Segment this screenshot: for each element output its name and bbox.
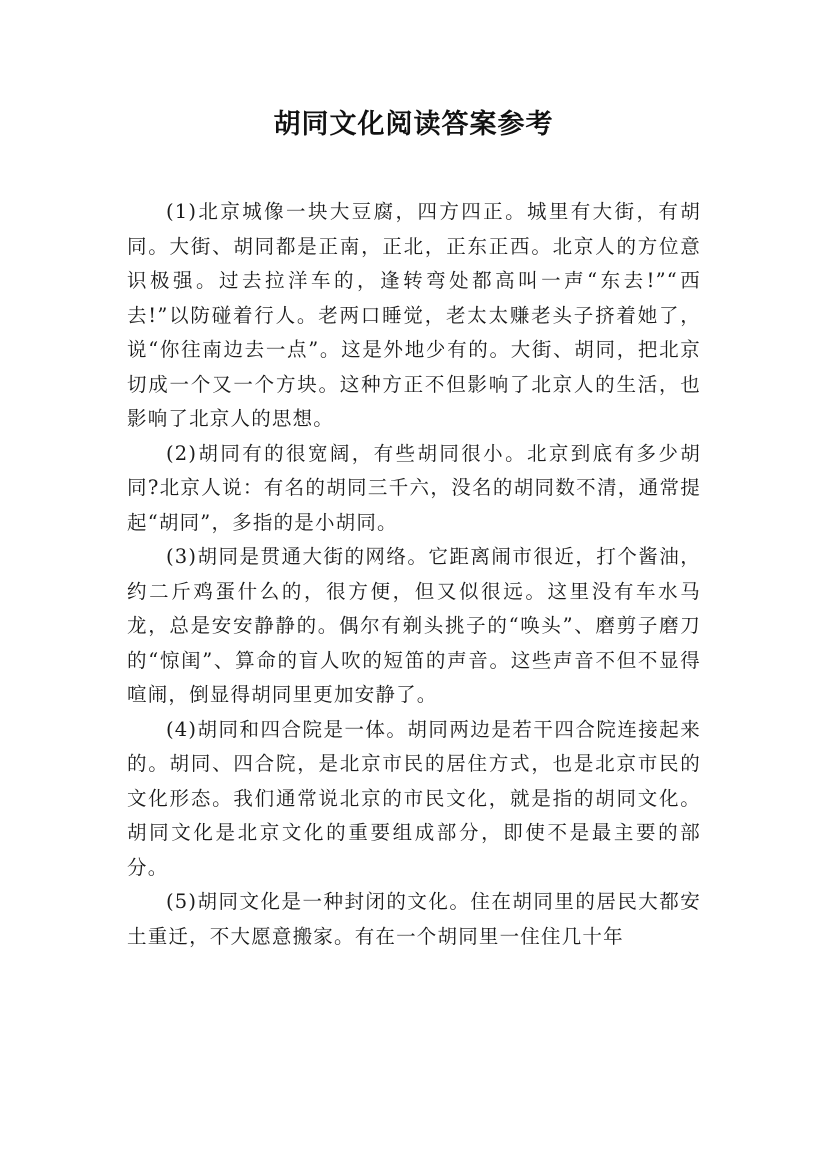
document-body [127, 195, 701, 954]
document-title: 胡同文化阅读答案参考 [273, 109, 554, 140]
paragraph-1: (1)北京城像一块大豆腐，四方四正。城里有大街，有胡同。大街、胡同都是正南，正北，正东正西。北京人的方位意识极强。过去拉洋车的，逢转弯处都高叫一声“东去!”“西去!”以防碰着行人。老两口睡觉，老太太赚老头子挤着她了，说“你往南边去一点”。这是外地少有的。大街、胡同，把北京切成一个又一个方块。这种方正不但影响了北京人的生活，也影响了北京人的思想。 [127, 200, 701, 430]
paragraph-3: (3)胡同是贯通大街的网络。它距离闹市很近，打个酱油，约二斤鸡蛋什么的，很方便，但又似很远。这里没有车水马龙，总是安安静静的。偶尔有剃头挑子的“唤头”、磨剪子磨刀的“惊闺”、算命的盲人吹的短笛的声音。这些声音不但不显得喧闹，倒显得胡同里更加安静了。 [127, 545, 701, 706]
paragraph-2: (2)胡同有的很宽阔，有些胡同很小。北京到底有多少胡同?北京人说：有名的胡同三千六，没名的胡同数不清，通常提起“胡同”，多指的是小胡同。 [127, 441, 701, 534]
paragraph-4: (4)胡同和四合院是一体。胡同两边是若干四合院连接起来的。胡同、四合院，是北京市民的居住方式，也是北京市民的文化形态。我们通常说北京的市民文化，就是指的胡同文化。胡同文化是北京文化的重要组成部分，即使不是最主要的部分。 [127, 717, 701, 879]
paragraph-5: (5)胡同文化是一种封闭的文化。住在胡同里的居民大都安土重迁，不大愿意搬家。有在一个胡同里一住住几十年 [127, 890, 701, 948]
